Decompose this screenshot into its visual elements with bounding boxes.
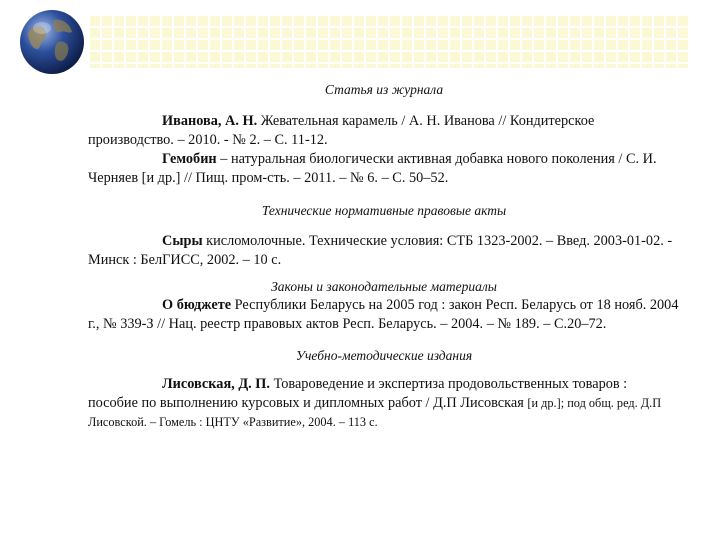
bibliography-content <box>88 80 680 432</box>
section-heading-journal-article: Статья из журнала <box>324 82 444 97</box>
entry-text: кисломолочные. Технические условия: СТБ 1323-2002. – Введ. 2003-01-02. - Минск : БелГИСС, 2002. – 10 с. <box>88 233 673 268</box>
entry-text: Товароведение и экспертиза продовольственных товаров : пособие по выполнению курсовых и дипломных работ / Д.П Лисовская <box>88 376 628 411</box>
header-grid-decoration <box>88 14 688 68</box>
entry-author: Гемобин <box>162 151 217 167</box>
bibliography-entry <box>88 296 680 334</box>
bibliography-entry <box>88 112 680 150</box>
entry-author: Лисовская, Д. П. <box>162 376 271 392</box>
globe-icon <box>18 8 86 76</box>
entry-text: – натуральная биологически активная добавка нового поколения / С. И. Черняев [и др.] // Пищ. пром-сть. – 2011. – № 6. – С. 50–52. <box>88 151 657 186</box>
entry-text: Жевательная карамель / А. Н. Иванова // Кондитерское производство. – 2010. - № 2. – С. 11-12. <box>88 113 595 148</box>
entry-author: Сыры <box>162 233 203 249</box>
bibliography-entry <box>88 150 680 188</box>
section-heading-educational: Учебно-методические издания <box>295 348 473 363</box>
entry-text: Республики Беларусь на 2005 год : закон Респ. Беларусь от 18 нояб. 2004 г., № 339-З // Нац. реестр правовых актов Респ. Беларусь. – 2004. – № 189. – С.20–72. <box>88 297 679 332</box>
entry-author: О бюджете <box>162 297 232 313</box>
entry-author: Иванова, А. Н. <box>162 113 258 129</box>
bibliography-entry <box>88 232 680 270</box>
section-heading-technical-acts: Технические нормативные правовые акты <box>261 203 507 218</box>
entry-text-small: [и др.]; под общ. ред. Д.П Лисовской. – Гомель : ЦНТУ «Развитие», 2004. – 113 с. <box>88 396 662 429</box>
bibliography-entry <box>88 375 680 432</box>
section-heading-laws: Законы и законодательные материалы <box>271 279 497 294</box>
